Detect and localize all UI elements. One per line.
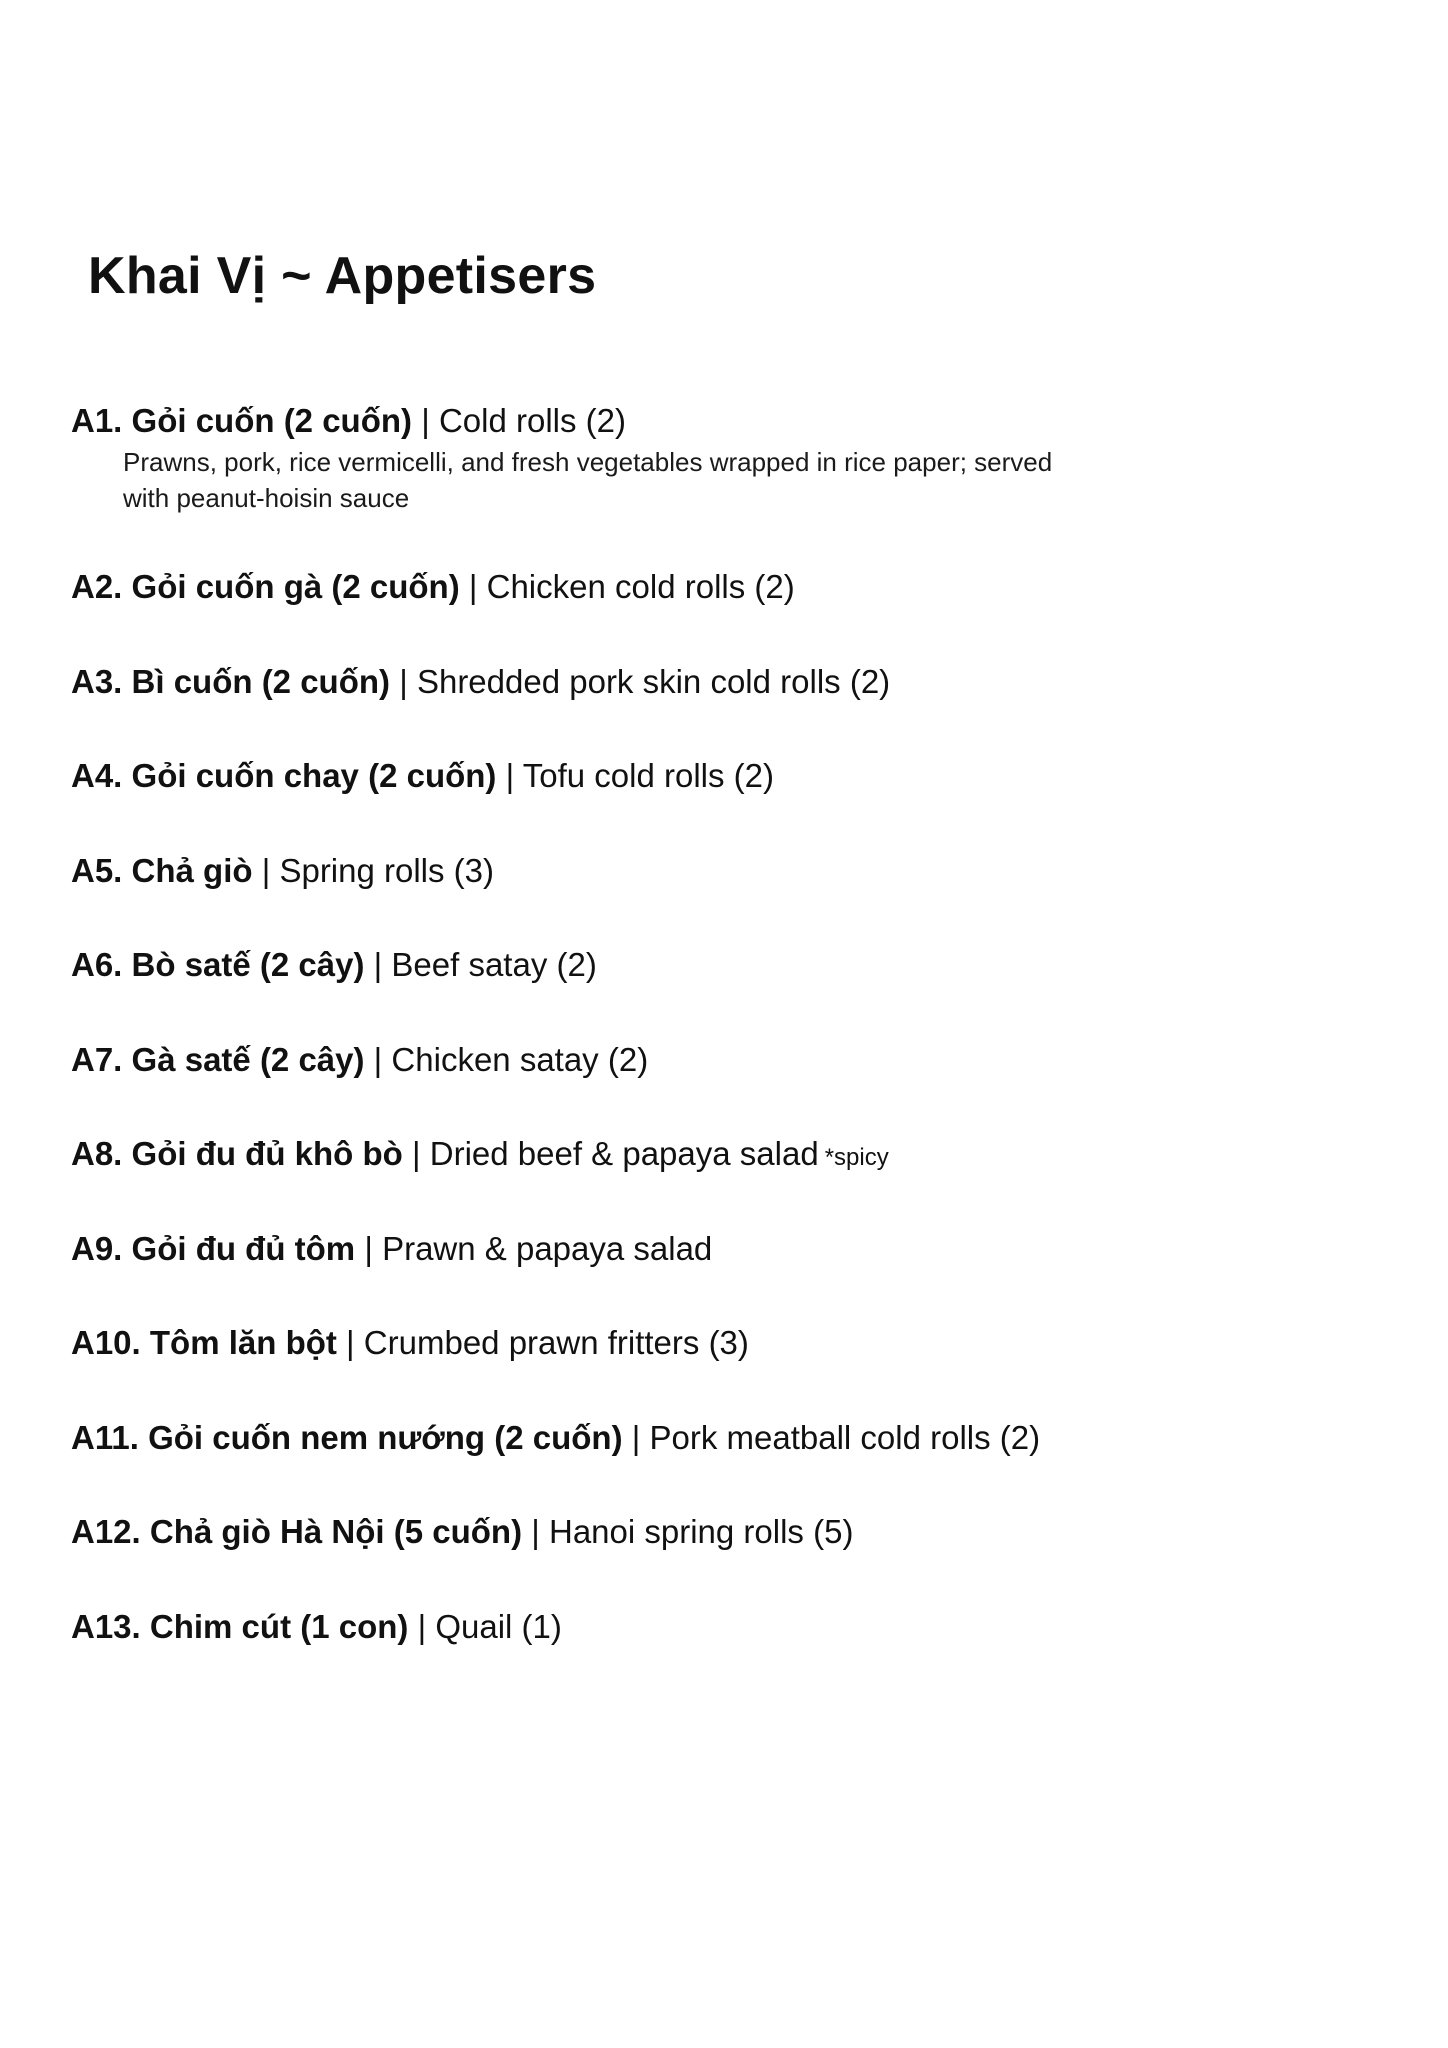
item-vietnamese-name: Gỏi đu đủ tôm bbox=[131, 1229, 356, 1267]
menu-item-a4 bbox=[71, 755, 1371, 850]
item-english-name: Quail (1) bbox=[435, 1607, 562, 1645]
menu-item-a7 bbox=[71, 1039, 1371, 1134]
item-vietnamese-name: Gỏi cuốn gà (2 cuốn) bbox=[131, 568, 460, 605]
menu-item-a3 bbox=[71, 661, 1371, 756]
item-separator: | bbox=[346, 1324, 355, 1361]
item-separator: | bbox=[505, 757, 515, 794]
menu-item-line bbox=[71, 1511, 1371, 1553]
item-separator: | bbox=[531, 1513, 540, 1550]
menu-item-a13 bbox=[71, 1606, 1371, 1701]
spicy-note: *spicy bbox=[824, 1144, 889, 1171]
menu-item-line bbox=[71, 1606, 1371, 1648]
item-english-name: Chicken satay (2) bbox=[391, 1040, 649, 1078]
item-english-name: Chicken cold rolls (2) bbox=[486, 568, 795, 605]
item-vietnamese-name: Gà satế (2 cây) bbox=[131, 1040, 365, 1078]
menu-item-a8 bbox=[71, 1133, 1371, 1228]
menu-item-a10 bbox=[71, 1322, 1371, 1417]
item-english-name: Hanoi spring rolls (5) bbox=[548, 1513, 854, 1550]
item-code: A2. bbox=[71, 568, 123, 605]
menu-item-line bbox=[71, 661, 1371, 703]
item-code: A7. bbox=[71, 1040, 123, 1078]
item-description-line: with peanut-hoisin sauce bbox=[123, 483, 410, 513]
item-separator: | bbox=[373, 946, 383, 983]
item-separator: | bbox=[412, 1135, 421, 1172]
item-code: A5. bbox=[71, 851, 123, 889]
menu-item-a5 bbox=[71, 850, 1371, 945]
item-vietnamese-name: Bò satế (2 cây) bbox=[131, 946, 365, 983]
page-title: Khai Vị ~ Appetisers bbox=[88, 247, 597, 305]
item-code: A9. bbox=[71, 1229, 123, 1267]
item-code: A13. bbox=[71, 1607, 141, 1645]
menu-item-line bbox=[71, 1133, 1371, 1179]
item-english-name: Crumbed prawn fritters (3) bbox=[363, 1324, 749, 1361]
item-code: A12. bbox=[71, 1513, 141, 1550]
item-separator: | bbox=[373, 1040, 383, 1078]
item-english-name: Spring rolls (3) bbox=[279, 851, 495, 889]
item-vietnamese-name: Chim cút (1 con) bbox=[149, 1607, 409, 1645]
item-vietnamese-name: Gỏi cuốn nem nướng (2 cuốn) bbox=[148, 1418, 623, 1456]
menu-item-line bbox=[71, 1039, 1371, 1081]
menu-item-line bbox=[71, 850, 1371, 892]
item-code: A6. bbox=[71, 946, 123, 983]
item-vietnamese-name: Gỏi đu đủ khô bò bbox=[131, 1135, 403, 1172]
menu-item-a6 bbox=[71, 944, 1371, 1039]
item-vietnamese-name: Bì cuốn (2 cuốn) bbox=[131, 662, 391, 700]
menu-item-line bbox=[71, 944, 1371, 986]
item-english-name: Beef satay (2) bbox=[391, 946, 597, 983]
item-vietnamese-name: Gỏi cuốn chay (2 cuốn) bbox=[131, 757, 497, 794]
item-english-name: Cold rolls (2) bbox=[438, 402, 626, 439]
menu-item-line bbox=[71, 566, 1371, 608]
item-english-name: Shredded pork skin cold rolls (2) bbox=[416, 662, 891, 700]
item-english-name: Dried beef & papaya salad bbox=[429, 1135, 819, 1172]
item-vietnamese-name: Chả giò Hà Nội (5 cuốn) bbox=[149, 1513, 523, 1550]
item-separator: | bbox=[468, 568, 478, 605]
item-english-name: Pork meatball cold rolls (2) bbox=[649, 1418, 1041, 1456]
item-code: A10. bbox=[71, 1324, 141, 1361]
item-vietnamese-name: Chả giò bbox=[131, 851, 253, 889]
menu-item-line bbox=[71, 1228, 1371, 1270]
item-code: A11. bbox=[71, 1418, 139, 1456]
item-separator: | bbox=[261, 851, 271, 889]
item-code: A3. bbox=[71, 662, 123, 700]
menu-item-a9 bbox=[71, 1228, 1371, 1323]
item-code: A4. bbox=[71, 757, 123, 794]
menu-item-a11 bbox=[71, 1417, 1371, 1512]
item-vietnamese-name: Tôm lăn bột bbox=[149, 1324, 337, 1361]
menu-item-a12 bbox=[71, 1511, 1371, 1606]
item-code: A1. bbox=[71, 402, 123, 439]
item-code: A8. bbox=[71, 1135, 123, 1172]
menu-item-a1 bbox=[71, 400, 1371, 566]
menu-item-line bbox=[71, 755, 1371, 797]
menu-item-a2 bbox=[71, 566, 1371, 661]
menu-item-line bbox=[71, 1417, 1371, 1459]
item-separator: | bbox=[364, 1229, 373, 1267]
appetiser-list bbox=[71, 400, 1371, 1700]
item-english-name: Prawn & papaya salad bbox=[382, 1229, 713, 1267]
item-separator: | bbox=[421, 402, 430, 439]
menu-item-line bbox=[71, 400, 1371, 442]
item-separator: | bbox=[417, 1607, 427, 1645]
item-separator: | bbox=[399, 662, 408, 700]
item-vietnamese-name: Gỏi cuốn (2 cuốn) bbox=[131, 402, 413, 439]
item-description-line: Prawns, pork, rice vermicelli, and fresh vegetables wrapped in rice paper; served bbox=[123, 447, 1053, 477]
item-separator: | bbox=[631, 1418, 641, 1456]
item-english-name: Tofu cold rolls (2) bbox=[522, 757, 774, 794]
menu-item-line bbox=[71, 1322, 1371, 1364]
item-description bbox=[123, 444, 1123, 516]
